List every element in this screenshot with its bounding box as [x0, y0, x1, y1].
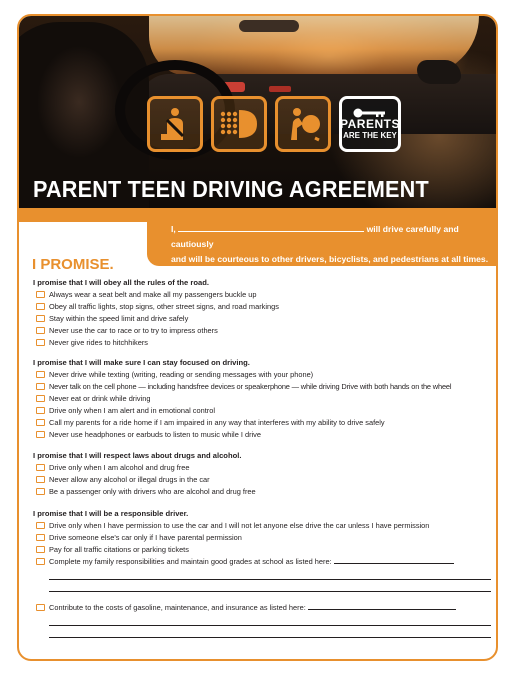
hero-photo: [19, 16, 496, 208]
section-heading: I promise that I will make sure I can stay focused on driving.: [33, 358, 250, 367]
list-item: Drive someone else's car only if I have parental permission: [33, 532, 493, 544]
checkbox[interactable]: [36, 395, 45, 402]
section-drugs-alcohol: [33, 450, 493, 498]
checkbox[interactable]: [36, 464, 45, 471]
list-item: Be a passenger only with drivers who are alcohol and drug free: [33, 486, 493, 498]
list-item: Always wear a seat belt and make all my passengers buckle up: [33, 289, 493, 301]
list-item: Drive only when I have permission to use the car and I will not let anyone else drive the car unless I have permission: [33, 520, 493, 532]
promise-heading: I PROMISE.: [32, 256, 114, 273]
name-field[interactable]: [178, 231, 364, 232]
side-mirror: [417, 60, 461, 84]
parents-are-the-key-logo: [339, 96, 401, 152]
checkbox[interactable]: [36, 303, 45, 310]
checkbox[interactable]: [36, 558, 45, 565]
checkbox[interactable]: [36, 339, 45, 346]
responsibilities-line[interactable]: [49, 568, 491, 580]
checkbox[interactable]: [36, 534, 45, 541]
list-item: Never give rides to hitchhikers: [33, 337, 493, 349]
list-item: Never drive while texting (writing, reading or sending messages with your phone): [33, 369, 493, 381]
logo-line2: ARE THE KEY: [343, 131, 397, 140]
responsibilities-field[interactable]: [334, 556, 454, 564]
checkbox[interactable]: [36, 604, 45, 611]
pledge-suffix: will drive carefully and cautiously: [171, 224, 459, 249]
checkbox[interactable]: [36, 419, 45, 426]
checkbox[interactable]: [36, 476, 45, 483]
seat-belt-icon: [147, 96, 203, 152]
list-item: Never eat or drink while driving: [33, 393, 493, 405]
checkbox[interactable]: [36, 327, 45, 334]
document-title: PARENT TEEN DRIVING AGREEMENT: [33, 176, 429, 202]
dashboard-light-secondary: [269, 86, 291, 92]
headlight-icon: [211, 96, 267, 152]
pledge-banner: [147, 208, 498, 266]
checkbox[interactable]: [36, 522, 45, 529]
list-item: Drive only when I am alcohol and drug free: [33, 462, 493, 474]
list-item: Never use headphones or earbuds to listen to music while I drive: [33, 429, 493, 441]
airbag-icon: [275, 96, 331, 152]
list-item: Call my parents for a ride home if I am impaired in any way that interferes with my ability to drive safely: [33, 417, 493, 429]
list-item: Obey all traffic lights, stop signs, other street signs, and road markings: [33, 301, 493, 313]
list-item: Stay within the speed limit and drive safely: [33, 313, 493, 325]
promise-list: [33, 277, 493, 638]
checkbox[interactable]: [36, 291, 45, 298]
section-heading: I promise that I will be a responsible driver.: [33, 509, 189, 518]
checkbox[interactable]: [36, 546, 45, 553]
list-item: Never use the car to race or to try to impress others: [33, 325, 493, 337]
list-item: Never talk on the cell phone — including handsfree devices or speakerphone — while driving Drive with both hands on the wheel: [33, 381, 493, 393]
section-rules-of-road: [33, 277, 493, 349]
pledge-line2: and will be courteous to other drivers, bicyclists, and pedestrians at all times.: [171, 254, 489, 264]
checkbox[interactable]: [36, 488, 45, 495]
list-item: Never allow any alcohol or illegal drugs in the car: [33, 474, 493, 486]
agreement-document: [17, 14, 498, 661]
section-heading: I promise that I will respect laws about drugs and alcohol.: [33, 451, 242, 460]
costs-field[interactable]: [308, 602, 456, 610]
list-item: Complete my family responsibilities and maintain good grades at school as listed here:: [33, 556, 493, 568]
costs-line[interactable]: [49, 614, 491, 626]
logo-line1: PARENTS: [340, 117, 400, 131]
section-stay-focused: [33, 357, 493, 441]
checkbox[interactable]: [36, 383, 45, 390]
checkbox[interactable]: [36, 407, 45, 414]
checkbox[interactable]: [36, 371, 45, 378]
list-item: Drive only when I am alert and in emotional control: [33, 405, 493, 417]
section-responsible-driver: [33, 508, 493, 638]
list-item: Contribute to the costs of gasoline, maintenance, and insurance as listed here:: [33, 602, 493, 614]
pledge-prefix: I,: [171, 224, 176, 234]
responsibilities-line[interactable]: [49, 580, 491, 592]
costs-line[interactable]: [49, 626, 491, 638]
rearview-mirror: [239, 20, 299, 32]
checkbox[interactable]: [36, 431, 45, 438]
list-item: Pay for all traffic citations or parking tickets: [33, 544, 493, 556]
accent-strip: [19, 208, 147, 222]
pledge-text: [171, 222, 491, 267]
section-heading: I promise that I will obey all the rules of the road.: [33, 278, 209, 287]
checkbox[interactable]: [36, 315, 45, 322]
